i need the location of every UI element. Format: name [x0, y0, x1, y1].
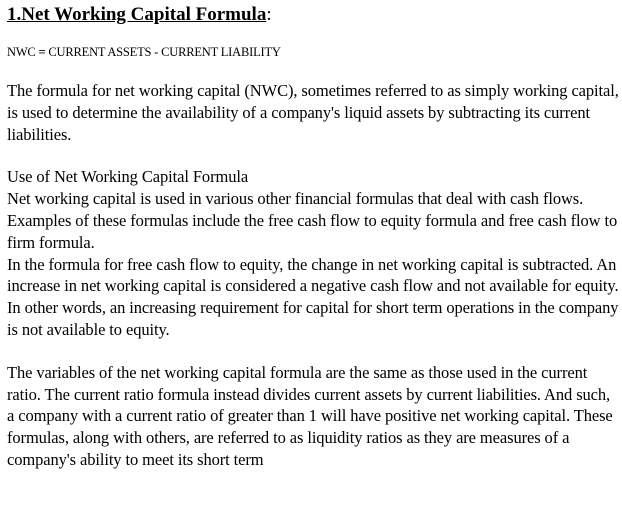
- title-text: 1.Net Working Capital Formula: [7, 4, 267, 25]
- intro-paragraph: The formula for net working capital (NWC), sometimes referred to as simply working capital, is used to determine the availability of a company's liquid assets by subtracting its current liabilities.: [7, 81, 619, 144]
- formula-equals: =: [38, 45, 46, 59]
- fcfe-paragraph: In the formula for free cash flow to equity, the change in net working capital is subtracted. An increase in net working capital is considered a negative cash flow and not available for equity. In other words, an increasing requirement for capital for short term operations in the company is not available to equity.: [7, 254, 619, 339]
- formula-line: [7, 44, 619, 60]
- title-colon: :: [266, 4, 272, 25]
- use-paragraph: Net working capital is used in various other financial formulas that deal with cash flows. Examples of these formulas include the free cash flow to equity formula and free cash flow to firm formula.: [7, 189, 618, 252]
- formula-left: NWC: [7, 45, 36, 59]
- variables-paragraph: The variables of the net working capital formula are the same as those used in the current ratio. The current ratio formula instead divides current assets by current liabilities. And such, a company with a current ratio of greater than 1 will have positive net working capital. These formulas, along with others, are referred to as liquidity ratios as they are measures of a company's ability to meet its short term: [7, 362, 613, 469]
- formula-right: CURRENT ASSETS - CURRENT LIABILITY: [48, 45, 281, 59]
- page-title: [7, 0, 619, 27]
- document-page: [7, 0, 619, 471]
- use-section-heading: Use of Net Working Capital Formula: [7, 167, 249, 187]
